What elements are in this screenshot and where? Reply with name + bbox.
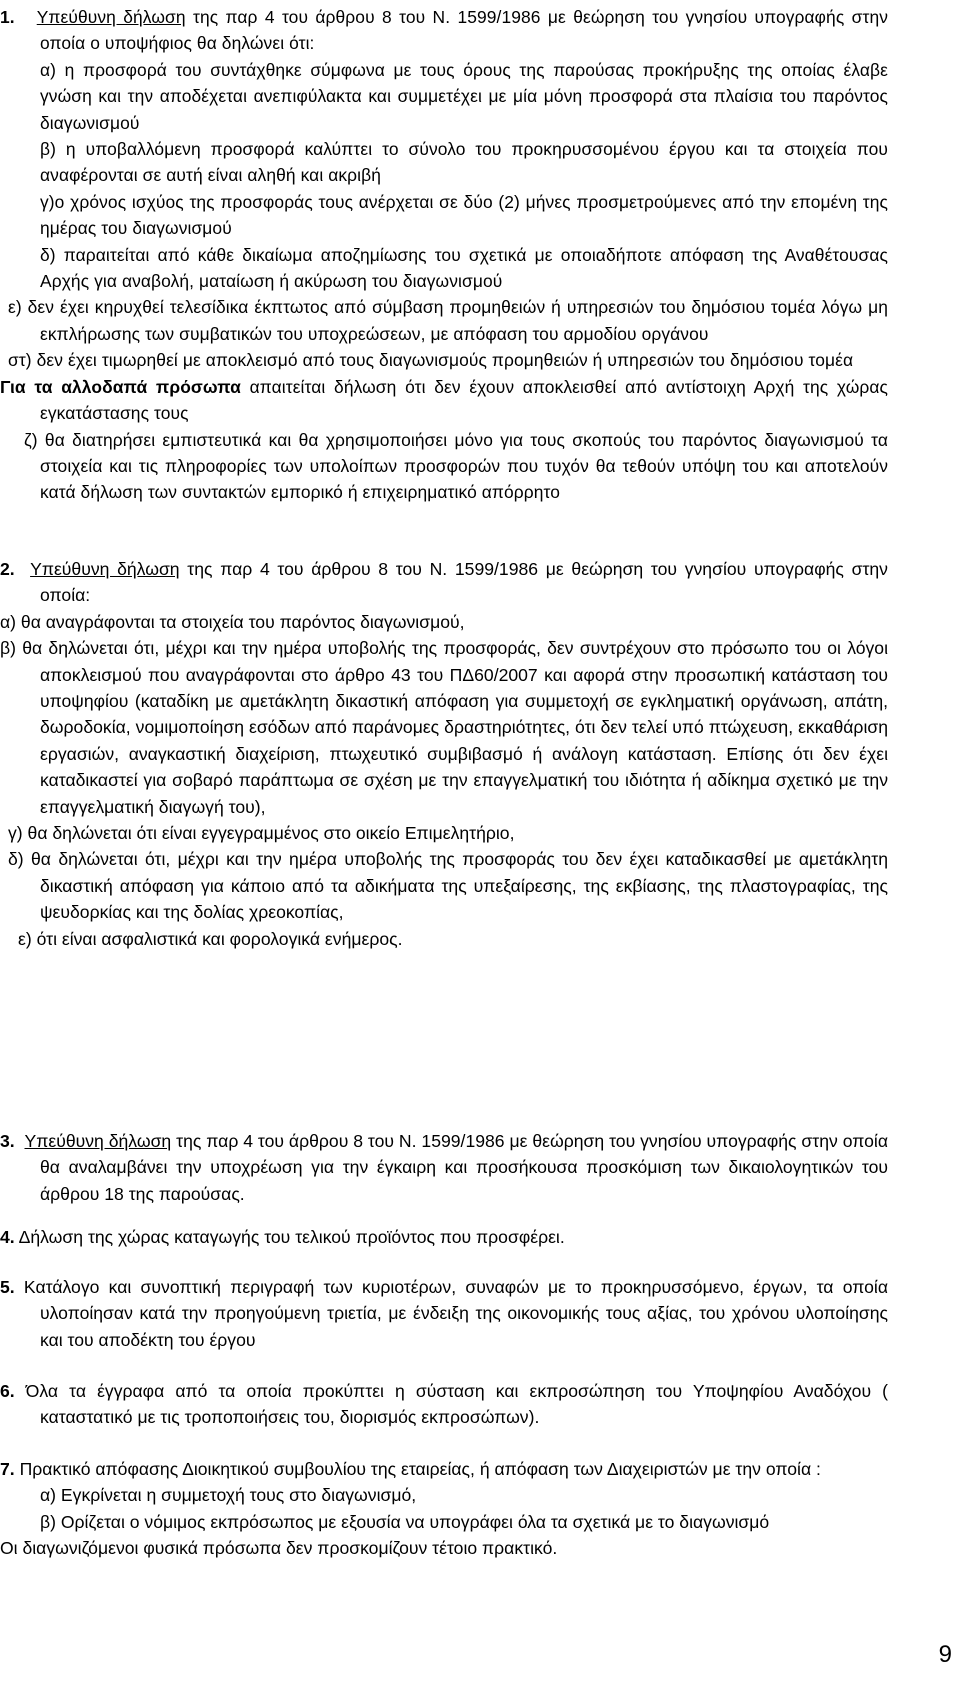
section-number: 4. bbox=[0, 1227, 15, 1247]
item-a: α) θα αναγράφονται τα στοιχεία του παρόντος διαγωνισμού, bbox=[0, 611, 465, 632]
section-number: 5. bbox=[0, 1277, 15, 1297]
section-5 bbox=[0, 1274, 888, 1353]
section-number: 6. bbox=[0, 1381, 15, 1401]
section-2-lead bbox=[0, 556, 888, 609]
section-3 bbox=[0, 1128, 888, 1207]
section-1-lead-text: της παρ 4 του άρθρου 8 του Ν. 1599/1986 με θεώρηση του γνησίου υπογραφής στην οποία ο υποψήφιος θα δηλώνει ότι: bbox=[40, 7, 889, 54]
section-7-lead bbox=[0, 1456, 888, 1482]
section-6-text bbox=[0, 1378, 888, 1431]
item-e: ε) δεν έχει κηρυχθεί τελεσίδικα έκπτωτος από σύμβαση προμηθειών ή υπηρεσιών του δημόσιου τομέα λόγω μη εκπλήρωσης των συμβατικών του υποχρεώσεων, με απόφαση του αρμοδίου οργάνου bbox=[8, 297, 888, 344]
page-number: 9 bbox=[938, 1641, 952, 1668]
item-b: β) Ορίζεται ο νόμιμος εκπρόσωπος με εξουσία να υπογράφει όλα τα σχετικά με το διαγωνισμό bbox=[40, 1511, 770, 1532]
item-d: δ) παραιτείται από κάθε δικαίωμα αποζημίωσης του σχετικά με οποιαδήποτε απόφαση της Αναθέτουσας Αρχής για αναβολή, ματαίωση ή ακύρωση του διαγωνισμού bbox=[40, 244, 888, 292]
item-c: γ) θα δηλώνεται ότι είναι εγγεγραμμένος στο οικείο Επιμελητήριο, bbox=[8, 823, 515, 844]
section-3-lead bbox=[0, 1128, 888, 1207]
section-7 bbox=[0, 1456, 888, 1562]
declaration-link[interactable]: Υπεύθυνη δήλωση bbox=[36, 7, 186, 27]
section-6-body: Όλα τα έγγραφα από τα οποία προκύπτει η σύσταση και εκπροσώπηση του Υποψηφίου Αναδόχου ( καταστατικό με τις τροποποιήσεις του, διορισμός εκπροσώπων). bbox=[14, 1381, 888, 1428]
section-2-lead-text: της παρ 4 του άρθρου 8 του Ν. 1599/1986 με θεώρηση του γνησίου υπογραφής στην οποία: bbox=[40, 559, 888, 606]
item-st: στ) δεν έχει τιμωρηθεί με αποκλεισμό από τους διαγωνισμούς προμηθειών ή υπηρεσιών του δημόσιου τομέα bbox=[8, 350, 854, 371]
item-a: α) Εγκρίνεται η συμμετοχή τους στο διαγωνισμό, bbox=[40, 1485, 417, 1506]
section-3-lead-text: της παρ 4 του άρθρου 8 του Ν. 1599/1986 με θεώρηση του γνησίου υπογραφής στην οποία θα αναλαμβάνει την υποχρέωση για την έγκαιρη και προσήκουσα προσκόμιση των δικαιολογητικών του άρθρου 18 της παρούσας. bbox=[40, 1131, 888, 1204]
closing-note: Οι διαγωνιζόμενοι φυσικά πρόσωπα δεν προσκομίζουν τέτοιο πρακτικό. bbox=[0, 1538, 558, 1559]
foreign-persons-text: απαιτείται δήλωση ότι δεν έχουν αποκλεισθεί από αντίστοιχη Αρχή της χώρας εγκατάστασης τους bbox=[40, 376, 888, 424]
declaration-link[interactable]: Υπεύθυνη δήλωση bbox=[30, 559, 180, 579]
section-1-lead bbox=[0, 4, 888, 57]
section-number: 2. bbox=[0, 559, 15, 579]
section-6 bbox=[0, 1378, 888, 1431]
item-c: γ)ο χρόνος ισχύος της προσφοράς τους ανέρχεται σε δύο (2) μήνες προσμετρούμενες από την επομένη της ημέρας του διαγωνισμού bbox=[40, 191, 888, 239]
foreign-persons-bold: Για τα αλλοδαπά πρόσωπα bbox=[0, 376, 241, 397]
item-b: β) θα δηλώνεται ότι, μέχρι και την ημέρα υποβολής της προσφοράς, δεν συντρέχουν στο πρόσωπο του οι λόγοι αποκλεισμού που αναγράφονται στο άρθρο 43 του ΠΔ60/2007 και αφορά στην προσωπική κατάσταση του υποψηφίου (καταδίκη με αμετάκλητη δικαστική απόφαση για συμμετοχή σε εγκληματική οργάνωση, απάτη, δωροδοκία, νομιμοποίηση εσόδων από παράνομες δραστηριότητες, ότι δεν τελεί υπό πτώχευση, εκκαθάριση εργασιών, αναγκαστική διαχείριση, πτωχευτικό συμβιβασμό ή ανάλογη κατάσταση. Επίσης ότι δεν έχει καταδικαστεί για σοβαρό παράπτωμα σε σχέση με την επαγγελματική του ιδιότητα ή αδίκημα σχετικό με την επαγγελματική διαγωγή του), bbox=[0, 638, 888, 817]
section-4-text bbox=[0, 1224, 888, 1250]
item-a: α) η προσφορά του συντάχθηκε σύμφωνα με τους όρους της παρούσας προκήρυξης της οποίας έλαβε γνώση και την αποδέχεται ανεπιφύλακτα και συμμετέχει με μία μόνη προσφορά στα πλαίσια του παρόντος διαγωνισμού bbox=[40, 59, 888, 133]
item-z: ζ) θα διατηρήσει εμπιστευτικά και θα χρησιμοποιήσει μόνο για τους σκοπούς του παρόντος διαγωνισμού τα στοιχεία και τις πληροφορίες των υπολοίπων προσφορών που τυχόν θα τεθούν υπόψη του και αποτελούν κατά δήλωση των συντακτών εμπορικό ή επιχειρηματικό απόρρητο bbox=[24, 429, 888, 503]
item-e: ε) ότι είναι ασφαλιστικά και φορολογικά ενήμερος. bbox=[18, 928, 403, 949]
section-number: 7. bbox=[0, 1459, 15, 1479]
item-d: δ) θα δηλώνεται ότι, μέχρι και την ημέρα υποβολής της προσφοράς του δεν έχει καταδικασθεί με αμετάκλητη δικαστική απόφαση για κάποιο από τα αδικήματα της υπεξαίρεσης, της εκβίασης, της πλαστογραφίας, της ψευδορκίας και της δολίας χρεοκοπίας, bbox=[8, 849, 888, 923]
foreign-persons-note bbox=[0, 374, 888, 427]
declaration-link[interactable]: Υπεύθυνη δήλωση bbox=[24, 1131, 172, 1151]
section-4-body: Δήλωση της χώρας καταγωγής του τελικού προϊόντος που προσφέρει. bbox=[14, 1227, 565, 1247]
section-1 bbox=[0, 4, 888, 506]
item-b: β) η υποβαλλόμενη προσφορά καλύπτει το σύνολο του προκηρυσσομένου έργου και τα στοιχεία που αναφέρονται σε αυτή είναι αληθή και ακριβή bbox=[40, 139, 888, 186]
section-2 bbox=[0, 556, 888, 952]
section-number: 3. bbox=[0, 1131, 15, 1151]
section-4 bbox=[0, 1224, 888, 1250]
section-5-text bbox=[0, 1274, 888, 1353]
section-number: 1. bbox=[0, 7, 15, 27]
section-5-body: Κατάλογο και συνοπτική περιγραφή των κυριοτέρων, συναφών με το προκηρυσσόμενο, έργων, τα οποία υλοποίησαν κατά την προηγούμενη τριετία, με ένδειξη της οικονομικής τους αξίας, του χρόνου υλοποίησης και του αποδέκτη του έργου bbox=[14, 1277, 888, 1350]
section-7-lead-text: Πρακτικό απόφασης Διοικητικού συμβουλίου της εταιρείας, ή απόφαση των Διαχειριστών με την οποία : bbox=[14, 1459, 821, 1479]
